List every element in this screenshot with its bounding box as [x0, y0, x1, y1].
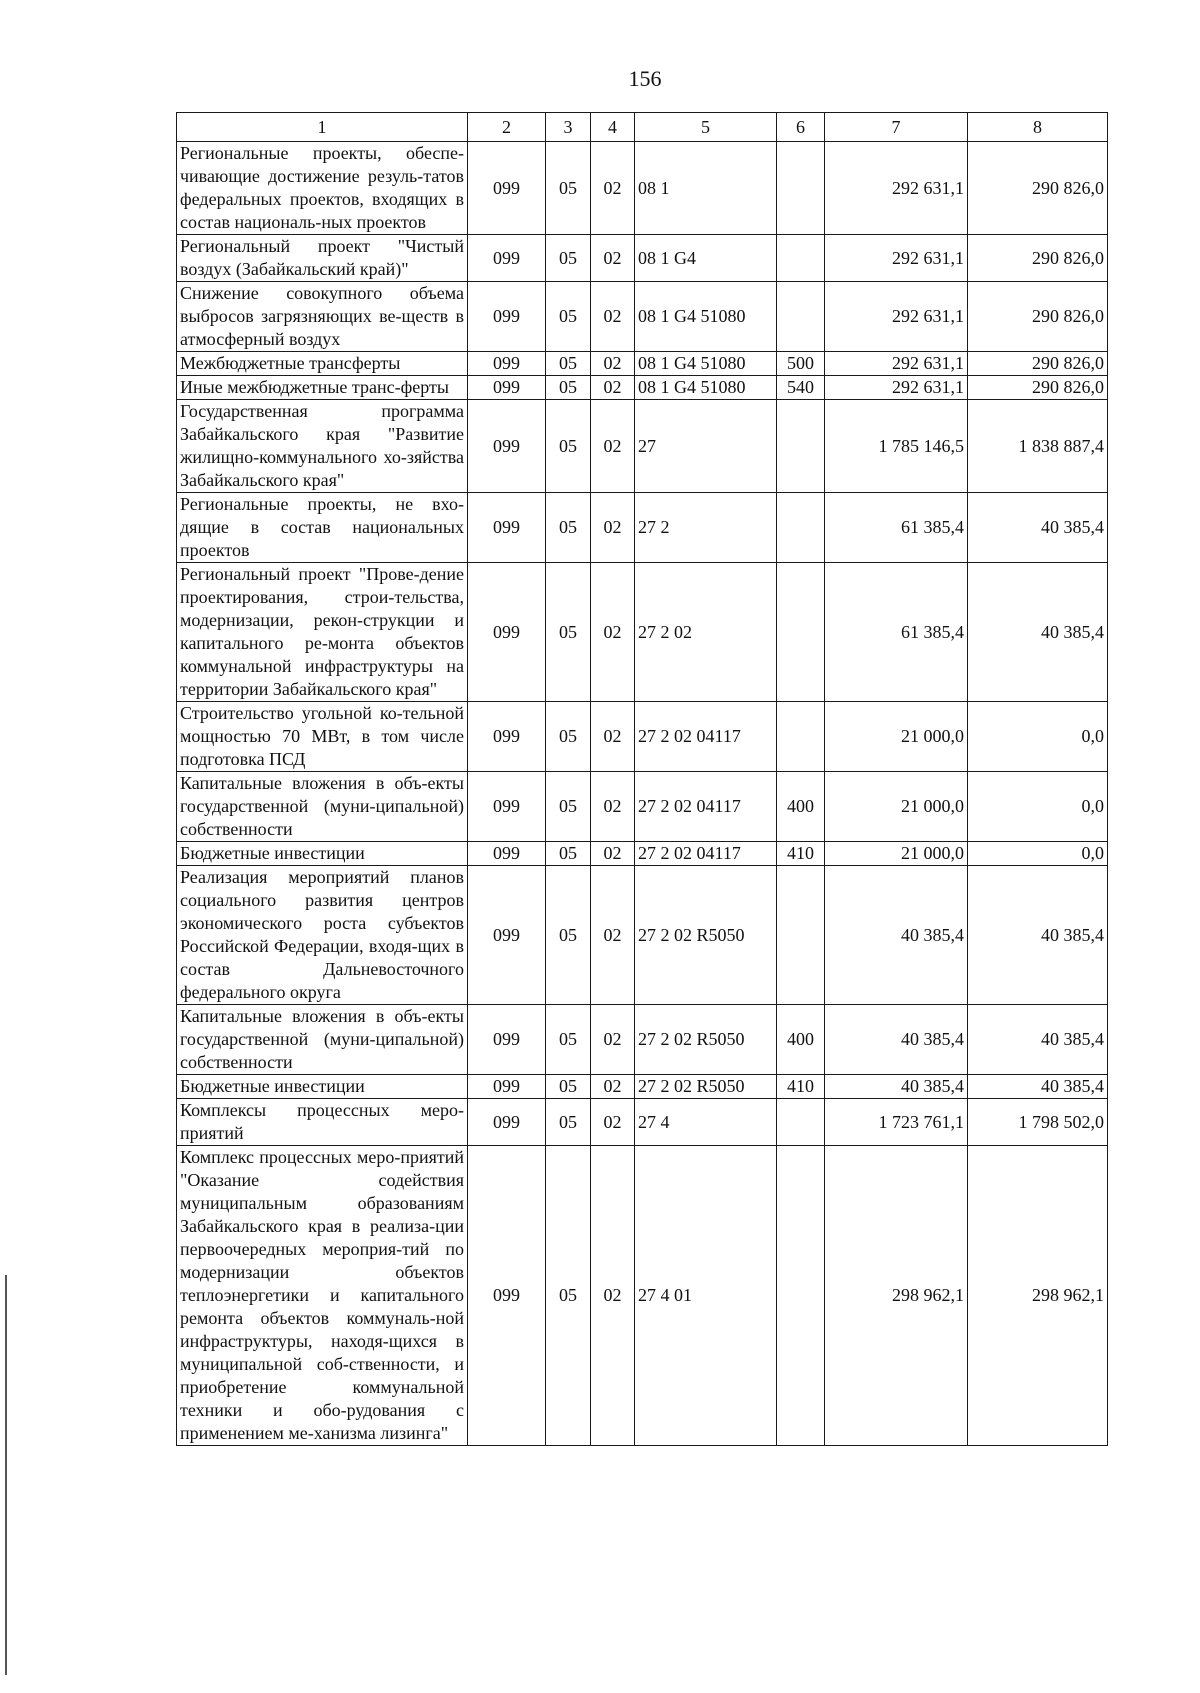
- table-row: [177, 1099, 1108, 1146]
- row-ministry-code-cell: 099: [468, 702, 546, 772]
- table-body: [177, 142, 1108, 1446]
- row-expense-type-cell: [777, 282, 825, 352]
- row-name-cell: Иные межбюджетные транс-ферты: [177, 376, 468, 400]
- row-ministry-code-cell: 099: [468, 1099, 546, 1146]
- row-target-item-cell: 27 2 02 R5050: [635, 866, 777, 1005]
- row-target-item-cell: 27 2 02 04117: [635, 842, 777, 866]
- column-header: 2: [468, 113, 546, 142]
- row-subsection-cell: 02: [591, 702, 635, 772]
- row-ministry-code-cell: 099: [468, 1146, 546, 1446]
- row-ministry-code-cell: 099: [468, 376, 546, 400]
- row-name-cell: Комплексы процессных меро-приятий: [177, 1099, 468, 1146]
- row-target-item-cell: 08 1 G4 51080: [635, 282, 777, 352]
- row-amount-year1-cell: 292 631,1: [825, 352, 968, 376]
- row-amount-year1-cell: 40 385,4: [825, 1075, 968, 1099]
- row-ministry-code-cell: 099: [468, 563, 546, 702]
- page-number: 156: [628, 66, 662, 91]
- table-header-row: [177, 113, 1108, 142]
- row-expense-type-cell: [777, 1146, 825, 1446]
- column-header: 5: [635, 113, 777, 142]
- row-section-cell: 05: [546, 702, 591, 772]
- table-row: [177, 376, 1108, 400]
- row-amount-year2-cell: 290 826,0: [968, 352, 1108, 376]
- row-section-cell: 05: [546, 235, 591, 282]
- row-amount-year2-cell: 290 826,0: [968, 282, 1108, 352]
- row-subsection-cell: 02: [591, 1099, 635, 1146]
- row-expense-type-cell: 410: [777, 842, 825, 866]
- row-ministry-code-cell: 099: [468, 400, 546, 493]
- column-header: 3: [546, 113, 591, 142]
- table-row: [177, 1075, 1108, 1099]
- row-amount-year1-cell: 298 962,1: [825, 1146, 968, 1446]
- row-amount-year2-cell: 40 385,4: [968, 1005, 1108, 1075]
- row-amount-year1-cell: 61 385,4: [825, 493, 968, 563]
- column-header: 8: [968, 113, 1108, 142]
- row-amount-year2-cell: 1 798 502,0: [968, 1099, 1108, 1146]
- row-name-cell: Реализация мероприятий планов социального развития центров экономического роста субъектов Российской Федерации, входя-щих в состав Дальневосточного федерального округа: [177, 866, 468, 1005]
- row-ministry-code-cell: 099: [468, 1005, 546, 1075]
- row-section-cell: 05: [546, 1075, 591, 1099]
- table-row: [177, 842, 1108, 866]
- row-expense-type-cell: [777, 493, 825, 563]
- row-subsection-cell: 02: [591, 563, 635, 702]
- row-expense-type-cell: 410: [777, 1075, 825, 1099]
- row-name-cell: Государственная программа Забайкальского края "Развитие жилищно-коммунального хо-зяйства Забайкальского края": [177, 400, 468, 493]
- row-amount-year2-cell: 290 826,0: [968, 376, 1108, 400]
- table-row: [177, 235, 1108, 282]
- row-section-cell: 05: [546, 842, 591, 866]
- table-row: [177, 352, 1108, 376]
- row-expense-type-cell: 400: [777, 772, 825, 842]
- row-subsection-cell: 02: [591, 842, 635, 866]
- row-subsection-cell: 02: [591, 1075, 635, 1099]
- table-row: [177, 1146, 1108, 1446]
- row-amount-year2-cell: 0,0: [968, 772, 1108, 842]
- row-amount-year1-cell: 21 000,0: [825, 842, 968, 866]
- row-name-cell: Региональные проекты, обеспе-чивающие достижение резуль-татов федеральных проектов, входящих в состав националь-ных проектов: [177, 142, 468, 235]
- row-subsection-cell: 02: [591, 400, 635, 493]
- row-ministry-code-cell: 099: [468, 1075, 546, 1099]
- row-name-cell: Региональный проект "Прове-дение проектирования, строи-тельства, модернизации, рекон-струкции и капитального ре-монта объектов коммунальной инфраструктуры на территории Забайкальского края": [177, 563, 468, 702]
- table-row: [177, 493, 1108, 563]
- row-amount-year2-cell: 298 962,1: [968, 1146, 1108, 1446]
- row-target-item-cell: 08 1 G4: [635, 235, 777, 282]
- row-target-item-cell: 27 2 02: [635, 563, 777, 702]
- row-expense-type-cell: [777, 142, 825, 235]
- row-amount-year2-cell: 1 838 887,4: [968, 400, 1108, 493]
- row-name-cell: Строительство угольной ко-тельной мощностью 70 МВт, в том числе подготовка ПСД: [177, 702, 468, 772]
- row-section-cell: 05: [546, 772, 591, 842]
- row-amount-year1-cell: 292 631,1: [825, 376, 968, 400]
- row-amount-year2-cell: 40 385,4: [968, 866, 1108, 1005]
- row-amount-year1-cell: 292 631,1: [825, 282, 968, 352]
- row-subsection-cell: 02: [591, 1146, 635, 1446]
- row-ministry-code-cell: 099: [468, 352, 546, 376]
- row-target-item-cell: 27 2 02 04117: [635, 772, 777, 842]
- row-expense-type-cell: [777, 866, 825, 1005]
- row-ministry-code-cell: 099: [468, 235, 546, 282]
- row-expense-type-cell: [777, 235, 825, 282]
- row-name-cell: Бюджетные инвестиции: [177, 842, 468, 866]
- row-name-cell: Региональные проекты, не вхо-дящие в состав национальных проектов: [177, 493, 468, 563]
- row-target-item-cell: 27 2: [635, 493, 777, 563]
- row-subsection-cell: 02: [591, 235, 635, 282]
- row-section-cell: 05: [546, 142, 591, 235]
- row-subsection-cell: 02: [591, 376, 635, 400]
- column-header: 4: [591, 113, 635, 142]
- row-amount-year2-cell: 0,0: [968, 702, 1108, 772]
- row-subsection-cell: 02: [591, 1005, 635, 1075]
- row-target-item-cell: 27 2 02 R5050: [635, 1075, 777, 1099]
- row-amount-year2-cell: 290 826,0: [968, 142, 1108, 235]
- row-amount-year1-cell: 1 723 761,1: [825, 1099, 968, 1146]
- row-subsection-cell: 02: [591, 493, 635, 563]
- table-row: [177, 702, 1108, 772]
- row-name-cell: Комплекс процессных меро-приятий "Оказание содействия муниципальным образованиям Забайкальского края в реализа-ции первоочередных мероприя-тий по модернизации объектов теплоэнергетики и капитального ремонта объектов коммуналь-ной инфраструктуры, находя-щихся в муниципальной соб-ственности, и приобретение коммунальной техники и обо-рудования с применением ме-ханизма лизинга": [177, 1146, 468, 1446]
- row-subsection-cell: 02: [591, 282, 635, 352]
- row-subsection-cell: 02: [591, 772, 635, 842]
- row-amount-year1-cell: 61 385,4: [825, 563, 968, 702]
- table-row: [177, 400, 1108, 493]
- row-name-cell: Межбюджетные трансферты: [177, 352, 468, 376]
- scan-margin-line: [5, 1275, 7, 1675]
- row-expense-type-cell: 400: [777, 1005, 825, 1075]
- table-row: [177, 142, 1108, 235]
- row-name-cell: Бюджетные инвестиции: [177, 1075, 468, 1099]
- table-row: [177, 866, 1108, 1005]
- row-amount-year1-cell: 292 631,1: [825, 235, 968, 282]
- row-ministry-code-cell: 099: [468, 842, 546, 866]
- budget-table: [176, 112, 1108, 1446]
- row-section-cell: 05: [546, 352, 591, 376]
- row-target-item-cell: 27 2 02 R5050: [635, 1005, 777, 1075]
- row-amount-year1-cell: 21 000,0: [825, 772, 968, 842]
- row-amount-year2-cell: 40 385,4: [968, 493, 1108, 563]
- row-expense-type-cell: [777, 563, 825, 702]
- row-name-cell: Капитальные вложения в объ-екты государственной (муни-ципальной) собственности: [177, 772, 468, 842]
- column-header: 7: [825, 113, 968, 142]
- column-header: 1: [177, 113, 468, 142]
- row-target-item-cell: 27 4: [635, 1099, 777, 1146]
- table-row: [177, 772, 1108, 842]
- row-expense-type-cell: 500: [777, 352, 825, 376]
- row-subsection-cell: 02: [591, 142, 635, 235]
- row-section-cell: 05: [546, 282, 591, 352]
- row-target-item-cell: 27 4 01: [635, 1146, 777, 1446]
- row-section-cell: 05: [546, 866, 591, 1005]
- row-section-cell: 05: [546, 376, 591, 400]
- row-target-item-cell: 08 1 G4 51080: [635, 376, 777, 400]
- row-section-cell: 05: [546, 493, 591, 563]
- row-section-cell: 05: [546, 1005, 591, 1075]
- row-section-cell: 05: [546, 1146, 591, 1446]
- row-expense-type-cell: [777, 702, 825, 772]
- row-expense-type-cell: 540: [777, 376, 825, 400]
- row-expense-type-cell: [777, 400, 825, 493]
- row-amount-year1-cell: 292 631,1: [825, 142, 968, 235]
- row-ministry-code-cell: 099: [468, 866, 546, 1005]
- row-expense-type-cell: [777, 1099, 825, 1146]
- row-ministry-code-cell: 099: [468, 493, 546, 563]
- row-target-item-cell: 27: [635, 400, 777, 493]
- table-row: [177, 563, 1108, 702]
- row-amount-year1-cell: 1 785 146,5: [825, 400, 968, 493]
- row-amount-year2-cell: 40 385,4: [968, 563, 1108, 702]
- row-ministry-code-cell: 099: [468, 282, 546, 352]
- row-target-item-cell: 27 2 02 04117: [635, 702, 777, 772]
- column-header: 6: [777, 113, 825, 142]
- row-target-item-cell: 08 1 G4 51080: [635, 352, 777, 376]
- row-amount-year2-cell: 0,0: [968, 842, 1108, 866]
- row-amount-year1-cell: 40 385,4: [825, 1005, 968, 1075]
- row-ministry-code-cell: 099: [468, 772, 546, 842]
- row-subsection-cell: 02: [591, 352, 635, 376]
- row-target-item-cell: 08 1: [635, 142, 777, 235]
- row-amount-year2-cell: 290 826,0: [968, 235, 1108, 282]
- row-name-cell: Снижение совокупного объема выбросов загрязняющих ве-ществ в атмосферный воздух: [177, 282, 468, 352]
- row-section-cell: 05: [546, 563, 591, 702]
- row-name-cell: Капитальные вложения в объ-екты государственной (муни-ципальной) собственности: [177, 1005, 468, 1075]
- table-row: [177, 282, 1108, 352]
- table-row: [177, 1005, 1108, 1075]
- row-amount-year2-cell: 40 385,4: [968, 1075, 1108, 1099]
- row-amount-year1-cell: 40 385,4: [825, 866, 968, 1005]
- row-ministry-code-cell: 099: [468, 142, 546, 235]
- row-name-cell: Региональный проект "Чистый воздух (Забайкальский край)": [177, 235, 468, 282]
- row-section-cell: 05: [546, 400, 591, 493]
- row-section-cell: 05: [546, 1099, 591, 1146]
- row-subsection-cell: 02: [591, 866, 635, 1005]
- row-amount-year1-cell: 21 000,0: [825, 702, 968, 772]
